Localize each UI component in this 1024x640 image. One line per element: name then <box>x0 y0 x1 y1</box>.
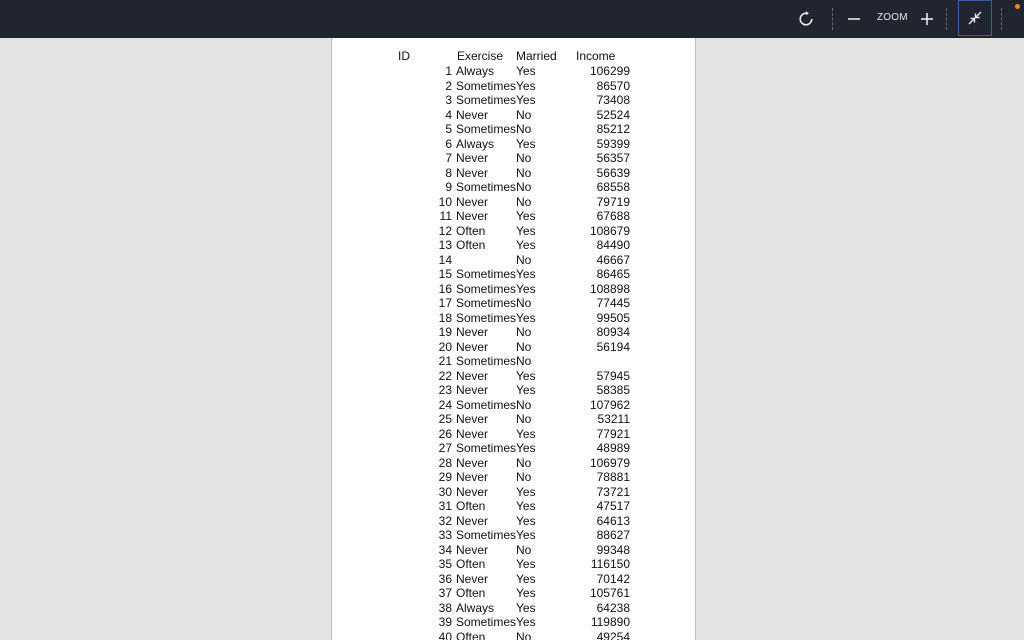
income-cell: 77445 <box>596 296 630 310</box>
id-cell: 39 <box>438 615 452 629</box>
married-cell: No <box>516 412 532 426</box>
married-cell: Yes <box>516 267 536 281</box>
table-row <box>332 528 695 543</box>
income-cell: 85212 <box>596 122 630 136</box>
exercise-cell: Never <box>456 455 489 470</box>
id-cell: 1 <box>445 64 452 78</box>
id-cell: 4 <box>445 107 452 122</box>
id-cell: 22 <box>438 368 452 383</box>
married-cell: Yes <box>516 586 536 600</box>
id-cell: 11 <box>439 209 452 223</box>
exercise-cell: Never <box>456 513 489 528</box>
table-row <box>332 267 695 282</box>
id-cell: 27 <box>438 441 452 455</box>
exit-fullscreen-button[interactable] <box>958 0 992 36</box>
id-cell: 25 <box>438 412 452 426</box>
income-cell: 73721 <box>596 484 630 499</box>
income-cell: 78881 <box>596 470 630 484</box>
income-cell: 86570 <box>596 78 630 93</box>
table-row <box>332 383 695 398</box>
income-cell: 116150 <box>590 557 630 571</box>
married-cell: No <box>516 151 532 165</box>
married-cell: Yes <box>516 93 536 107</box>
income-cell: 80934 <box>596 325 630 339</box>
income-cell: 67688 <box>596 209 630 223</box>
table-row <box>332 354 695 369</box>
table-row <box>332 427 695 442</box>
married-cell: No <box>516 165 532 180</box>
id-cell: 14 <box>438 252 452 267</box>
table-row <box>332 311 695 326</box>
income-cell: 46667 <box>596 252 630 267</box>
income-cell: 107962 <box>589 397 630 412</box>
married-cell: Yes <box>516 310 536 325</box>
income-cell: 56357 <box>596 151 630 165</box>
table-row <box>332 122 695 137</box>
income-cell: 56639 <box>596 165 630 180</box>
married-cell: No <box>516 470 532 484</box>
income-cell: 52524 <box>596 107 630 122</box>
exercise-cell: Never <box>456 412 489 426</box>
id-cell: 18 <box>438 310 452 325</box>
married-cell: No <box>516 296 532 310</box>
table-row <box>332 630 695 640</box>
exercise-cell: Never <box>456 165 489 180</box>
married-cell: Yes <box>516 484 536 499</box>
table-row <box>332 485 695 500</box>
exercise-cell: Often <box>456 557 486 571</box>
married-cell: Yes <box>516 571 536 586</box>
exercise-cell: Often <box>456 499 486 513</box>
table-row <box>332 456 695 471</box>
table-row <box>332 398 695 413</box>
income-cell: 70142 <box>596 571 630 586</box>
income-cell: 84490 <box>596 238 630 252</box>
married-cell: Yes <box>516 528 536 542</box>
header-id: ID <box>398 49 410 63</box>
income-cell: 108679 <box>589 223 630 238</box>
table-row <box>332 238 695 253</box>
table-row <box>332 108 695 123</box>
id-cell: 20 <box>438 339 452 354</box>
exercise-cell: Never <box>456 325 489 339</box>
table-row <box>332 64 695 79</box>
id-cell: 33 <box>438 528 452 542</box>
married-cell: Yes <box>516 513 536 528</box>
income-cell: 108898 <box>589 281 630 296</box>
header-income: Income <box>576 49 616 63</box>
income-cell: 99505 <box>596 310 630 325</box>
zoom-out-icon <box>848 13 860 25</box>
exercise-cell: Sometimes <box>456 441 517 455</box>
id-cell: 26 <box>438 426 452 441</box>
id-cell: 5 <box>445 122 452 136</box>
table-row <box>332 557 695 572</box>
table-row <box>332 209 695 224</box>
married-cell: No <box>516 354 532 368</box>
id-cell: 16 <box>438 281 452 296</box>
exercise-cell: Never <box>456 151 489 165</box>
income-cell: 106299 <box>589 64 630 78</box>
header-exercise: Exercise <box>457 49 504 63</box>
income-cell: 86465 <box>596 267 630 281</box>
id-cell: 38 <box>438 600 452 615</box>
income-cell: 79719 <box>596 194 630 209</box>
income-cell: 56194 <box>596 339 630 354</box>
id-cell: 17 <box>438 296 452 310</box>
id-cell: 37 <box>438 586 452 600</box>
reload-button[interactable] <box>794 0 818 38</box>
toolbar-separator <box>832 8 833 30</box>
married-cell: Yes <box>516 441 536 455</box>
income-cell: 49254 <box>596 629 630 640</box>
exercise-cell: Never <box>456 542 489 557</box>
zoom-label: ZOOM <box>877 12 908 23</box>
married-cell: Yes <box>516 209 536 223</box>
exercise-cell: Often <box>456 238 486 252</box>
id-cell: 13 <box>438 238 452 252</box>
married-cell: No <box>516 325 532 339</box>
toolbar-separator <box>1001 8 1002 30</box>
id-cell: 24 <box>438 397 452 412</box>
viewer-toolbar <box>0 0 1024 38</box>
married-cell: No <box>516 252 532 267</box>
exit-fullscreen-icon <box>968 11 982 25</box>
exercise-cell: Sometimes <box>456 281 517 296</box>
exercise-cell: Never <box>456 339 489 354</box>
table-row <box>332 441 695 456</box>
zoom-in-button[interactable] <box>918 0 936 38</box>
exercise-cell: Never <box>456 194 489 209</box>
exercise-cell: Never <box>456 209 489 223</box>
exercise-cell: Sometimes <box>456 180 517 194</box>
income-cell: 88627 <box>596 528 630 542</box>
id-cell: 6 <box>445 136 452 151</box>
income-cell: 68558 <box>596 180 630 194</box>
id-cell: 15 <box>438 267 452 281</box>
income-cell: 105761 <box>589 586 630 600</box>
id-cell: 31 <box>438 499 452 513</box>
table-row <box>332 514 695 529</box>
table-row <box>332 180 695 195</box>
exercise-cell: Often <box>456 586 486 600</box>
toolbar-separator <box>946 8 947 30</box>
exercise-cell: Never <box>456 383 489 397</box>
exercise-cell: Always <box>456 64 495 78</box>
id-cell: 3 <box>445 93 452 107</box>
id-cell: 32 <box>438 513 452 528</box>
id-cell: 19 <box>438 325 452 339</box>
exercise-cell: Never <box>456 107 489 122</box>
income-cell: 73408 <box>596 93 630 107</box>
married-cell: Yes <box>516 64 536 78</box>
married-cell: Yes <box>516 238 536 252</box>
income-cell: 77921 <box>596 426 630 441</box>
notification-dot <box>1015 4 1020 9</box>
exercise-cell: Sometimes <box>456 528 517 542</box>
id-cell: 30 <box>438 484 452 499</box>
exercise-cell: Sometimes <box>456 78 517 93</box>
exercise-cell: Sometimes <box>456 310 517 325</box>
married-cell: No <box>516 180 532 194</box>
table-row <box>332 253 695 268</box>
married-cell: Yes <box>516 615 536 629</box>
income-cell: 58385 <box>596 383 630 397</box>
married-cell: Yes <box>516 136 536 151</box>
table-row <box>332 151 695 166</box>
table-row <box>332 369 695 384</box>
reload-icon <box>798 11 814 27</box>
income-cell: 106979 <box>589 455 630 470</box>
exercise-cell: Sometimes <box>456 615 517 629</box>
table-row <box>332 470 695 485</box>
id-cell: 10 <box>438 194 452 209</box>
exercise-cell: Sometimes <box>456 397 517 412</box>
table-row <box>332 195 695 210</box>
id-cell: 40 <box>438 629 452 640</box>
zoom-in-icon <box>921 13 933 25</box>
exercise-cell: Sometimes <box>456 93 517 107</box>
married-cell: No <box>516 455 532 470</box>
id-cell: 34 <box>438 542 452 557</box>
exercise-cell: Never <box>456 484 489 499</box>
table-row <box>332 325 695 340</box>
header-married: Married <box>516 49 557 63</box>
id-cell: 12 <box>438 223 452 238</box>
married-cell: Yes <box>516 600 536 615</box>
table-row <box>332 572 695 587</box>
id-cell: 2 <box>445 78 452 93</box>
table-row <box>332 224 695 239</box>
exercise-cell: Never <box>456 426 489 441</box>
table-row <box>332 296 695 311</box>
married-cell: Yes <box>516 499 536 513</box>
income-cell: 47517 <box>596 499 630 513</box>
table-row <box>332 412 695 427</box>
id-cell: 28 <box>438 455 452 470</box>
table-row <box>332 543 695 558</box>
married-cell: No <box>516 629 532 640</box>
table-row <box>332 282 695 297</box>
income-cell: 59399 <box>596 136 630 151</box>
exercise-cell: Never <box>456 470 489 484</box>
income-cell: 53211 <box>597 412 630 426</box>
exercise-cell: Sometimes <box>456 354 517 368</box>
exercise-cell: Always <box>456 136 495 151</box>
married-cell: No <box>516 339 532 354</box>
exercise-cell: Often <box>456 223 486 238</box>
document-page <box>331 38 696 640</box>
table-row <box>332 499 695 514</box>
income-cell: 119890 <box>590 615 630 629</box>
married-cell: Yes <box>516 426 536 441</box>
table-row <box>332 166 695 181</box>
id-cell: 35 <box>438 557 452 571</box>
married-cell: No <box>516 107 532 122</box>
income-cell: 99348 <box>596 542 630 557</box>
married-cell: No <box>516 397 532 412</box>
table-row <box>332 79 695 94</box>
exercise-cell: Always <box>456 600 495 615</box>
table-row <box>332 586 695 601</box>
table-row <box>332 601 695 616</box>
income-cell: 64613 <box>596 513 630 528</box>
married-cell: Yes <box>516 78 536 93</box>
id-cell: 23 <box>438 383 452 397</box>
id-cell: 8 <box>445 165 452 180</box>
id-cell: 9 <box>445 180 452 194</box>
exercise-cell: Never <box>456 571 489 586</box>
married-cell: Yes <box>516 368 536 383</box>
table-row <box>332 340 695 355</box>
exercise-cell: Often <box>456 629 486 640</box>
table-row <box>332 137 695 152</box>
id-cell: 7 <box>445 151 452 165</box>
exercise-cell: Sometimes <box>456 122 517 136</box>
income-cell: 48989 <box>596 441 630 455</box>
married-cell: No <box>516 194 532 209</box>
id-cell: 21 <box>438 354 452 368</box>
table-row <box>332 615 695 630</box>
married-cell: No <box>516 122 532 136</box>
income-cell: 64238 <box>596 600 630 615</box>
exercise-cell: Never <box>456 368 489 383</box>
married-cell: Yes <box>516 223 536 238</box>
income-cell: 57945 <box>596 368 630 383</box>
table-row <box>332 93 695 108</box>
married-cell: Yes <box>516 281 536 296</box>
married-cell: Yes <box>516 557 536 571</box>
id-cell: 36 <box>438 571 452 586</box>
married-cell: No <box>516 542 532 557</box>
id-cell: 29 <box>438 470 452 484</box>
zoom-out-button[interactable] <box>845 0 863 38</box>
married-cell: Yes <box>516 383 536 397</box>
exercise-cell: Sometimes <box>456 267 517 281</box>
exercise-cell: Sometimes <box>456 296 517 310</box>
